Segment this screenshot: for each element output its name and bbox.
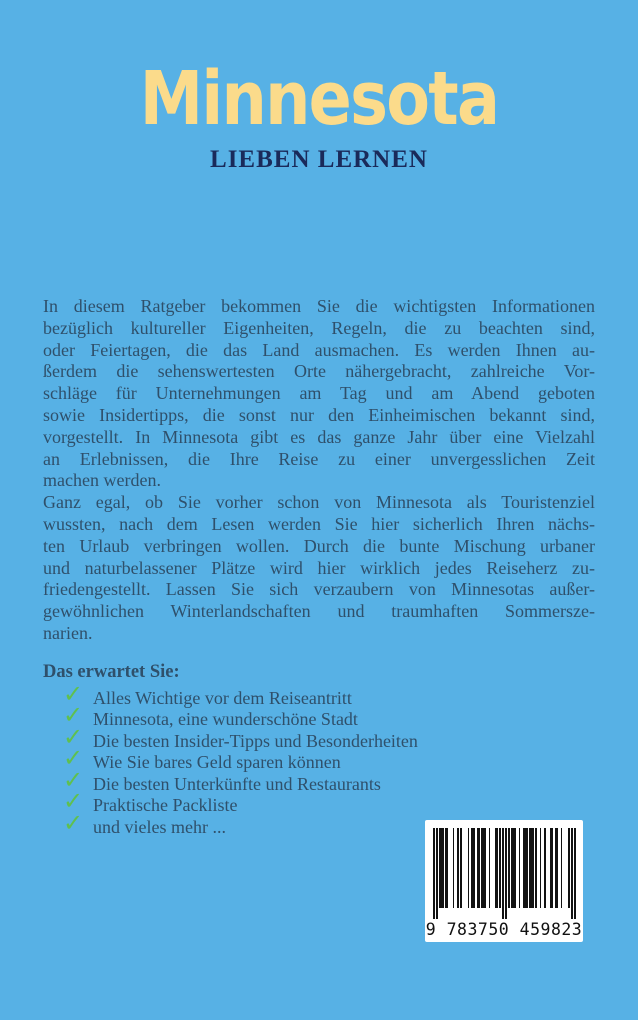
barcode-bars: [433, 828, 576, 919]
checklist-item: [63, 722, 595, 753]
check-icon: ✓: [63, 744, 84, 773]
barcode-module: [574, 828, 576, 919]
paragraph-line: Ganz egal, ob Sie vorher schon von Minnesota als Touristenziel: [43, 492, 595, 513]
isbn-number: 9 783750 459823: [425, 920, 583, 939]
checklist-item-label: und vieles mehr ...: [93, 816, 226, 837]
paragraph-line: an Erlebnissen, die Ihre Reise zu einer unvergesslichen Zeit: [43, 448, 595, 469]
checklist-item-label: Die besten Insider-Tipps und Besonderheiten: [93, 730, 418, 751]
checklist: [43, 679, 595, 839]
paragraph-line: ßerdem die sehenswertesten Orte nähergebracht, zahlreiche Vor-: [43, 361, 595, 382]
checklist-item: [63, 765, 595, 796]
checklist-heading: Das erwartet Sie:: [43, 661, 180, 682]
check-icon: ✓: [63, 787, 84, 816]
book-subtitle: LIEBEN LERNEN: [210, 146, 428, 173]
checklist-item: [63, 701, 595, 731]
paragraph-line: machen werden.: [43, 470, 161, 491]
description-block: [43, 296, 595, 838]
checklist-item: [63, 787, 595, 817]
paragraph-line: friedengestellt. Lassen Sie sich verzaubern von Minnesotas außer-: [43, 579, 595, 600]
checklist-item: [63, 744, 595, 774]
paragraph-line: wussten, nach dem Lesen werden Sie hier sicherlich Ihren nächs-: [43, 513, 595, 534]
paragraph-line: oder Feiertagen, die das Land ausmachen. Es werden Ihnen au-: [43, 339, 595, 360]
checklist-item-label: Die besten Unterkünfte und Restaurants: [93, 773, 381, 794]
paragraph-line: bezüglich kultureller Eigenheiten, Regeln, die zu beachten sind,: [43, 317, 595, 338]
description-paragraphs: [43, 296, 595, 645]
check-icon: ✓: [63, 679, 84, 708]
check-icon: ✓: [63, 701, 84, 730]
paragraph-line: vorgestellt. In Minnesota gibt es das ganze Jahr über eine Vielzahl: [43, 426, 595, 447]
check-icon: ✓: [63, 808, 84, 837]
checklist-item-label: Praktische Packliste: [93, 795, 238, 816]
paragraph-line: In diesem Ratgeber bekommen Sie die wichtigsten Informationen: [43, 296, 595, 316]
book-title: Minnesota: [139, 56, 499, 142]
paragraph-line: gewöhnlichen Winterlandschaften und traumhaften Sommersze-: [43, 601, 595, 622]
paragraph-line: schläge für Unternehmungen am Tag und am Abend geboten: [43, 383, 595, 404]
paragraph-line: und naturbelassener Plätze wird hier wirklich jedes Reiseherz zu-: [43, 557, 595, 578]
paragraph-line: ten Urlaub verbringen wollen. Durch die bunte Mischung urbaner: [43, 535, 595, 556]
checklist-item-label: Alles Wichtige vor dem Reiseantritt: [93, 687, 352, 708]
barcode: [425, 820, 583, 942]
check-icon: ✓: [63, 765, 84, 794]
paragraph-line: sowie Insidertipps, die sonst nur den Einheimischen bekannt sind,: [43, 404, 595, 425]
checklist-item-label: Wie Sie bares Geld sparen können: [93, 752, 341, 773]
checklist-item: [63, 679, 595, 710]
paragraph-line: narien.: [43, 622, 93, 643]
check-icon: ✓: [63, 722, 84, 751]
checklist-item-label: Minnesota, eine wunderschöne Stadt: [93, 709, 358, 730]
